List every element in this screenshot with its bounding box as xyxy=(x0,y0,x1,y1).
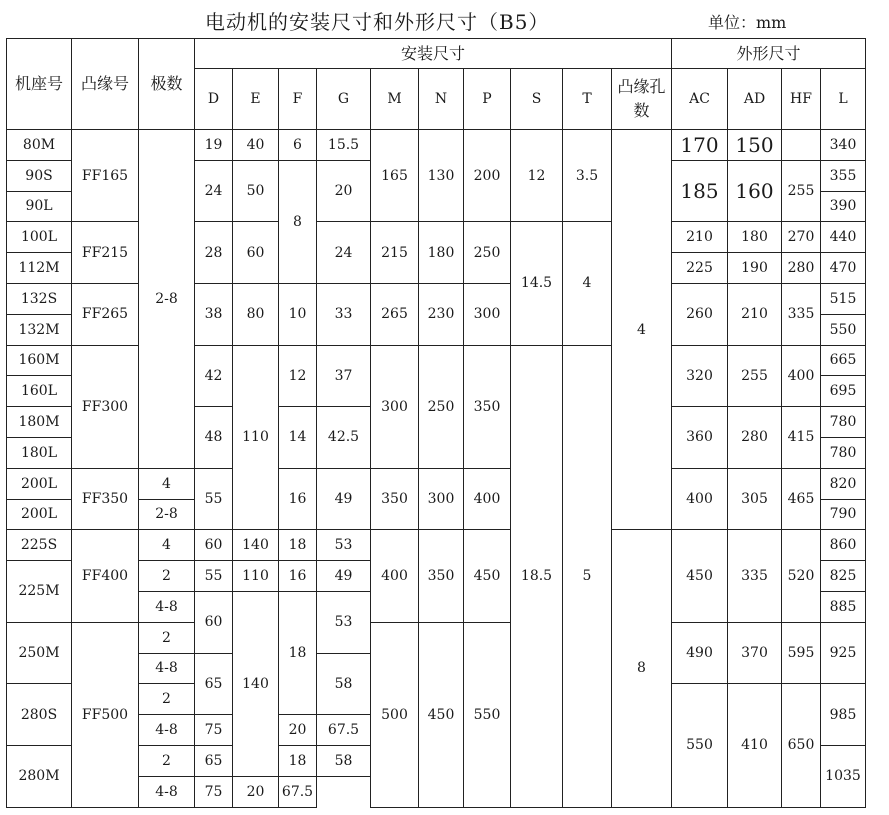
header-col: HF xyxy=(782,69,821,130)
poles-cell: 2 xyxy=(139,745,195,776)
header-col: T xyxy=(563,69,612,130)
g-cell: 67.5 xyxy=(279,776,317,807)
hf-cell: 400 xyxy=(782,345,821,407)
g-cell: 20 xyxy=(317,160,371,222)
e-cell: 140 xyxy=(233,530,279,561)
f-cell: 14 xyxy=(279,407,317,469)
g-cell: 58 xyxy=(317,653,371,715)
frame-cell: 132S xyxy=(7,283,72,314)
l-cell: 440 xyxy=(821,222,866,253)
p-cell: 450 xyxy=(464,530,511,622)
e-cell: 110 xyxy=(233,561,279,592)
header-col: M xyxy=(371,69,419,130)
ac-cell: 400 xyxy=(672,468,728,530)
hf-cell: 595 xyxy=(782,622,821,684)
frame-cell: 280M xyxy=(7,745,72,807)
m-cell: 215 xyxy=(371,222,419,284)
d-cell: 19 xyxy=(195,130,233,161)
l-cell: 695 xyxy=(821,376,866,407)
l-cell: 820 xyxy=(821,468,866,499)
flange-cell: FF350 xyxy=(72,468,139,530)
l-cell: 985 xyxy=(821,684,866,746)
f-cell: 18 xyxy=(279,745,317,776)
frame-cell: 180M xyxy=(7,407,72,438)
t-cell: 4 xyxy=(563,222,612,345)
f-cell: 16 xyxy=(279,468,317,530)
hf-cell: 270 xyxy=(782,222,821,253)
poles-cell: 4-8 xyxy=(139,776,195,807)
flange-cell: FF215 xyxy=(72,222,139,284)
s-cell: 18.5 xyxy=(511,345,563,807)
d-cell: 48 xyxy=(195,407,233,469)
f-cell: 8 xyxy=(279,160,317,283)
g-cell: 67.5 xyxy=(317,715,371,746)
d-cell: 60 xyxy=(195,591,233,653)
unit-label: 单位：mm xyxy=(708,13,787,32)
f-cell: 18 xyxy=(279,530,317,561)
d-cell: 75 xyxy=(195,715,233,746)
g-cell: 49 xyxy=(317,468,371,530)
g-cell: 37 xyxy=(317,345,371,407)
frame-cell: 200L xyxy=(7,468,72,499)
g-cell: 15.5 xyxy=(317,130,371,161)
header-poles: 极数 xyxy=(139,39,195,130)
f-cell: 12 xyxy=(279,345,317,407)
l-cell: 355 xyxy=(821,160,866,191)
header-frame: 机座号 xyxy=(7,39,72,130)
poles-cell: 2 xyxy=(139,622,195,653)
g-cell: 42.5 xyxy=(317,407,371,469)
frame-cell: 160L xyxy=(7,376,72,407)
e-cell: 80 xyxy=(233,283,279,345)
d-cell: 42 xyxy=(195,345,233,407)
header-col: P xyxy=(464,69,511,130)
l-cell: 340 xyxy=(821,130,866,161)
f-cell: 18 xyxy=(279,591,317,714)
hf-cell: 520 xyxy=(782,530,821,622)
hf-cell: 280 xyxy=(782,253,821,284)
g-cell: 33 xyxy=(317,283,371,345)
m-cell: 265 xyxy=(371,283,419,345)
ac-cell: 550 xyxy=(672,684,728,807)
ad-cell: 280 xyxy=(728,407,782,469)
p-cell: 350 xyxy=(464,345,511,468)
ac-cell: 185 xyxy=(672,160,728,222)
m-cell: 400 xyxy=(371,530,419,622)
l-cell: 780 xyxy=(821,437,866,468)
d-cell: 65 xyxy=(195,745,233,776)
poles-cell: 2 xyxy=(139,684,195,715)
f-cell: 6 xyxy=(279,130,317,161)
header-outline: 外形尺寸 xyxy=(672,39,866,69)
ad-cell: 335 xyxy=(728,530,782,622)
g-cell: 24 xyxy=(317,222,371,284)
ad-cell: 150 xyxy=(728,130,782,161)
l-cell: 860 xyxy=(821,530,866,561)
p-cell: 300 xyxy=(464,283,511,345)
l-cell: 390 xyxy=(821,191,866,222)
e-cell: 140 xyxy=(233,591,279,776)
d-cell: 75 xyxy=(195,776,233,807)
poles-cell: 4-8 xyxy=(139,653,195,684)
frame-cell: 280S xyxy=(7,684,72,746)
p-cell: 200 xyxy=(464,130,511,222)
g-cell: 49 xyxy=(317,561,371,592)
n-cell: 450 xyxy=(419,622,464,807)
frame-cell: 132M xyxy=(7,314,72,345)
d-cell: 60 xyxy=(195,530,233,561)
poles-cell: 4 xyxy=(139,468,195,499)
l-cell: 780 xyxy=(821,407,866,438)
p-cell: 250 xyxy=(464,222,511,284)
flange-cell: FF500 xyxy=(72,622,139,807)
hf-cell: 465 xyxy=(782,468,821,530)
header-col: G xyxy=(317,69,371,130)
flange-cell: FF300 xyxy=(72,345,139,468)
ac-cell: 210 xyxy=(672,222,728,253)
frame-cell: 80M xyxy=(7,130,72,161)
header-col: AC xyxy=(672,69,728,130)
header-col: L xyxy=(821,69,866,130)
l-cell: 925 xyxy=(821,622,866,684)
n-cell: 250 xyxy=(419,345,464,468)
header-col: S xyxy=(511,69,563,130)
poles-cell: 2-8 xyxy=(139,130,195,469)
m-cell: 500 xyxy=(371,622,419,807)
holes-cell: 8 xyxy=(612,530,672,807)
poles-cell: 2-8 xyxy=(139,499,195,530)
l-cell: 515 xyxy=(821,283,866,314)
hf-cell xyxy=(782,130,821,161)
frame-cell: 90L xyxy=(7,191,72,222)
l-cell: 550 xyxy=(821,314,866,345)
n-cell: 180 xyxy=(419,222,464,284)
ad-cell: 180 xyxy=(728,222,782,253)
n-cell: 130 xyxy=(419,130,464,222)
l-cell: 790 xyxy=(821,499,866,530)
flange-cell: FF265 xyxy=(72,283,139,345)
ad-cell: 370 xyxy=(728,622,782,684)
p-cell: 550 xyxy=(464,622,511,807)
l-cell: 470 xyxy=(821,253,866,284)
d-cell: 65 xyxy=(195,653,233,715)
hf-cell: 255 xyxy=(782,160,821,222)
frame-cell: 100L xyxy=(7,222,72,253)
hf-cell: 415 xyxy=(782,407,821,469)
frame-cell: 180L xyxy=(7,437,72,468)
ac-cell: 360 xyxy=(672,407,728,469)
n-cell: 300 xyxy=(419,468,464,530)
p-cell: 400 xyxy=(464,468,511,530)
frame-cell: 90S xyxy=(7,160,72,191)
n-cell: 350 xyxy=(419,530,464,622)
holes-cell: 4 xyxy=(612,130,672,530)
f-cell: 20 xyxy=(279,715,317,746)
ac-cell: 225 xyxy=(672,253,728,284)
d-cell: 28 xyxy=(195,222,233,284)
ac-cell: 170 xyxy=(672,130,728,161)
e-cell: 50 xyxy=(233,160,279,222)
g-cell: 53 xyxy=(317,591,371,653)
header-flange: 凸缘号 xyxy=(72,39,139,130)
g-cell: 53 xyxy=(317,530,371,561)
flange-cell: FF400 xyxy=(72,530,139,622)
ad-cell: 255 xyxy=(728,345,782,407)
poles-cell: 4-8 xyxy=(139,591,195,622)
m-cell: 165 xyxy=(371,130,419,222)
ad-cell: 305 xyxy=(728,468,782,530)
d-cell: 55 xyxy=(195,561,233,592)
poles-cell: 4 xyxy=(139,530,195,561)
t-cell: 3.5 xyxy=(563,130,612,222)
ac-cell: 490 xyxy=(672,622,728,684)
l-cell: 1035 xyxy=(821,745,866,807)
l-cell: 825 xyxy=(821,561,866,592)
ad-cell: 190 xyxy=(728,253,782,284)
header-col: N xyxy=(419,69,464,130)
g-cell: 58 xyxy=(317,745,371,776)
d-cell: 38 xyxy=(195,283,233,345)
frame-cell: 250M xyxy=(7,622,72,684)
page-title: 电动机的安装尺寸和外形尺寸（B5） xyxy=(205,10,550,34)
ac-cell: 320 xyxy=(672,345,728,407)
frame-cell: 200L xyxy=(7,499,72,530)
l-cell: 665 xyxy=(821,345,866,376)
s-cell: 14.5 xyxy=(511,222,563,345)
ad-cell: 410 xyxy=(728,684,782,807)
t-cell: 5 xyxy=(563,345,612,807)
hf-cell: 335 xyxy=(782,283,821,345)
e-cell: 40 xyxy=(233,130,279,161)
l-cell: 885 xyxy=(821,591,866,622)
n-cell: 230 xyxy=(419,283,464,345)
s-cell: 12 xyxy=(511,130,563,222)
frame-cell: 225M xyxy=(7,561,72,623)
e-cell: 110 xyxy=(233,345,279,530)
poles-cell: 4-8 xyxy=(139,715,195,746)
frame-cell: 225S xyxy=(7,530,72,561)
f-cell: 16 xyxy=(279,561,317,592)
f-cell: 10 xyxy=(279,283,317,345)
ac-cell: 260 xyxy=(672,283,728,345)
frame-cell: 112M xyxy=(7,253,72,284)
header-install: 安装尺寸 xyxy=(195,39,672,69)
header-col: F xyxy=(279,69,317,130)
dimension-table xyxy=(6,38,866,808)
ad-cell: 210 xyxy=(728,283,782,345)
d-cell: 24 xyxy=(195,160,233,222)
header-col: AD xyxy=(728,69,782,130)
ad-cell: 160 xyxy=(728,160,782,222)
d-cell: 55 xyxy=(195,468,233,530)
f-cell: 20 xyxy=(233,776,279,807)
hf-cell: 650 xyxy=(782,684,821,807)
frame-cell: 160M xyxy=(7,345,72,376)
poles-cell: 2 xyxy=(139,561,195,592)
flange-cell: FF165 xyxy=(72,130,139,222)
m-cell: 350 xyxy=(371,468,419,530)
header-flange-holes: 凸缘孔数 xyxy=(612,69,672,130)
e-cell: 60 xyxy=(233,222,279,284)
header-col: D xyxy=(195,69,233,130)
header-col: E xyxy=(233,69,279,130)
m-cell: 300 xyxy=(371,345,419,468)
ac-cell: 450 xyxy=(672,530,728,622)
